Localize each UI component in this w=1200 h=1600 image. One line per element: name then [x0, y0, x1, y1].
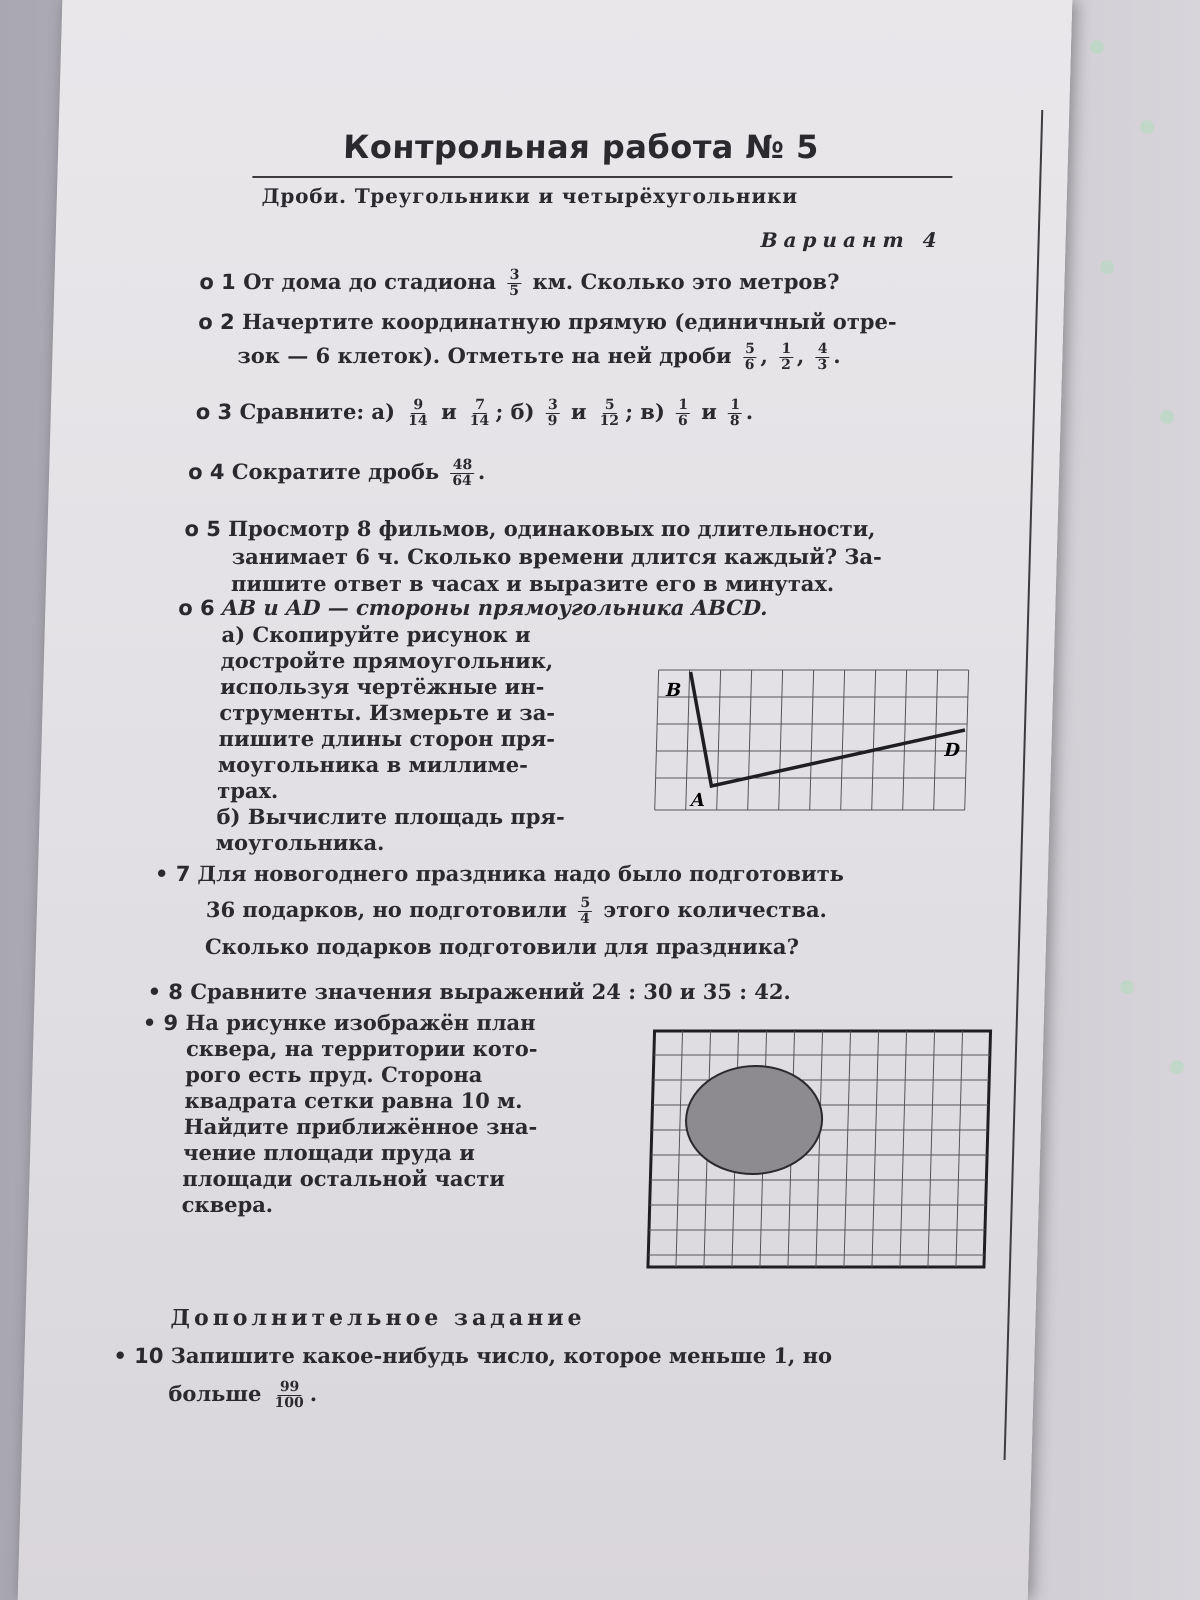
task-text: Найдите приближённое зна-: [183, 1114, 538, 1139]
pond-shape: [685, 1066, 824, 1174]
task-text: Сравните: а): [239, 399, 396, 424]
fraction: $\frac{48}{64}$: [452, 457, 473, 489]
task-text: больше: [168, 1381, 262, 1406]
task-text: занимает 6 ч. Сколько времени длится каждый? За-: [231, 544, 883, 569]
fraction: $\frac{4}{3}$: [817, 341, 828, 373]
task-text: ; б): [495, 399, 535, 424]
point-label-a: A: [690, 790, 706, 811]
task-text: а) Скопируйте рисунок и: [221, 622, 531, 647]
fraction: $\frac{5}{6}$: [744, 341, 756, 373]
task-text: 36 подарков, но подготовили: [205, 897, 568, 922]
workbook-page: [18, 0, 1073, 1600]
task-text: чение площади пруда и: [182, 1140, 476, 1165]
task-text: используя чертёжные ин-: [219, 674, 545, 699]
task-text: пишите ответ в часах и выразите его в минутах.: [230, 571, 835, 596]
conjunction: и: [700, 399, 718, 424]
fraction: $\frac{3}{5}$: [509, 267, 520, 299]
page-subtitle: Дроби. Треугольники и четырёхугольники: [261, 184, 799, 208]
task-text: сквера.: [181, 1192, 274, 1217]
task-text: б) Вычислите площадь пря-: [216, 804, 566, 829]
task-text: зок — 6 клеток). Отметьте на ней дроби: [237, 343, 732, 368]
task-10: • 10 Запишите какое-нибудь число, которое меньше 1, но больше $\frac{99}{100}$ .: [113, 1343, 833, 1411]
task-1: [199, 268, 840, 299]
park-plan-figure: [642, 1025, 999, 1275]
task-text: Сравните значения выражений 24 : 30 и 35 : 42.: [189, 979, 792, 1004]
conjunction: и: [570, 399, 587, 424]
task-text: Просмотр 8 фильмов, одинаковых по длительности,: [227, 516, 876, 541]
fraction: $\frac{1}{8}$: [729, 397, 741, 429]
task-marker: o 2: [198, 310, 236, 334]
task-text: От дома до стадиона: [242, 269, 497, 294]
fraction: $\frac{7}{14}$: [469, 397, 490, 429]
fraction: $\frac{5}{4}$: [579, 895, 591, 927]
task-text: Сократите дробь: [231, 459, 440, 484]
additional-task-heading: Дополнительное задание: [170, 1305, 586, 1331]
task-text: пишите длины сторон пря-: [218, 726, 556, 751]
task-text: AB и AD — стороны прямоугольника ABCD.: [221, 595, 769, 620]
task-marker: • 8: [147, 980, 184, 1004]
task-marker: o 6: [178, 596, 216, 620]
task-text: этого количества.: [603, 897, 828, 922]
variant-label: Вариант 4: [760, 228, 943, 252]
task-text: площади остальной части: [182, 1166, 506, 1191]
task-5: [183, 515, 883, 597]
fraction: $\frac{1}{2}$: [780, 341, 792, 373]
conjunction: и: [440, 399, 458, 424]
task-text: рого есть пруд. Сторона: [184, 1062, 483, 1087]
fraction: $\frac{9}{14}$: [407, 397, 428, 429]
task-text: струменты. Измерьте и за-: [219, 700, 556, 725]
task-3: o 3 Сравните: а) $\frac{9}{14}$ и $\frac{7}{14}$ ; б) $\frac{3}{9}$ и $\frac{5}{12}$ ; в) $\frac{1}{6}$ и $\frac{1}{8}$ .: [195, 397, 754, 429]
task-7: [153, 860, 845, 960]
task-text: км. Сколько это метров?: [532, 269, 840, 294]
task-4: o 4 Сократите дробь $\frac{48}{64}$ .: [187, 457, 486, 489]
task-text: достройте прямоугольник,: [220, 648, 554, 673]
task-text: Для новогоднего праздника надо было подготовить: [197, 861, 845, 886]
task-8: [147, 978, 791, 1006]
task-text: Запишите какое-нибудь число, которое меньше 1, но: [170, 1343, 833, 1368]
task-9: [137, 1010, 540, 1218]
fraction: $\frac{1}{6}$: [677, 397, 689, 429]
task-marker: • 7: [154, 862, 191, 886]
task-text: ; в): [624, 399, 666, 424]
page-title: Контрольная работа № 5: [342, 128, 820, 166]
task-text: квадрата сетки равна 10 м.: [184, 1088, 524, 1113]
task-text: На рисунке изображён план: [185, 1010, 536, 1035]
task-marker: o 4: [187, 460, 225, 484]
fraction: $\frac{99}{100}$: [274, 1379, 304, 1411]
fraction: $\frac{3}{9}$: [547, 397, 559, 429]
task-text: Сколько подарков подготовили для праздника?: [204, 934, 800, 959]
task-text: моугольника.: [215, 830, 385, 855]
title-divider: [252, 176, 952, 178]
point-label-d: D: [944, 740, 961, 761]
rectangle-grid-figure: [644, 660, 978, 820]
task-marker: o 3: [195, 400, 233, 424]
task-marker: • 10: [113, 1344, 164, 1368]
segments-ab-ad: [687, 672, 966, 786]
task-text: трах.: [216, 778, 279, 803]
fraction: $\frac{5}{12}$: [599, 397, 620, 429]
point-label-b: B: [665, 680, 682, 701]
task-marker: • 9: [142, 1011, 179, 1035]
task-marker: o 1: [199, 270, 237, 294]
task-2: o 2 Начертите координатную прямую (единичный отре- зок — 6 клеток). Отметьте на ней дроби $\frac{5}{6}$ , $\frac{1}{2}$ , $\frac{4}{3}$ .: [198, 309, 897, 373]
task-marker: o 5: [184, 517, 222, 541]
task-text: Начертите координатную прямую (единичный отре-: [241, 309, 897, 334]
task-text: сквера, на территории кото-: [185, 1036, 538, 1061]
task-text: моугольника в миллиме-: [217, 752, 529, 777]
